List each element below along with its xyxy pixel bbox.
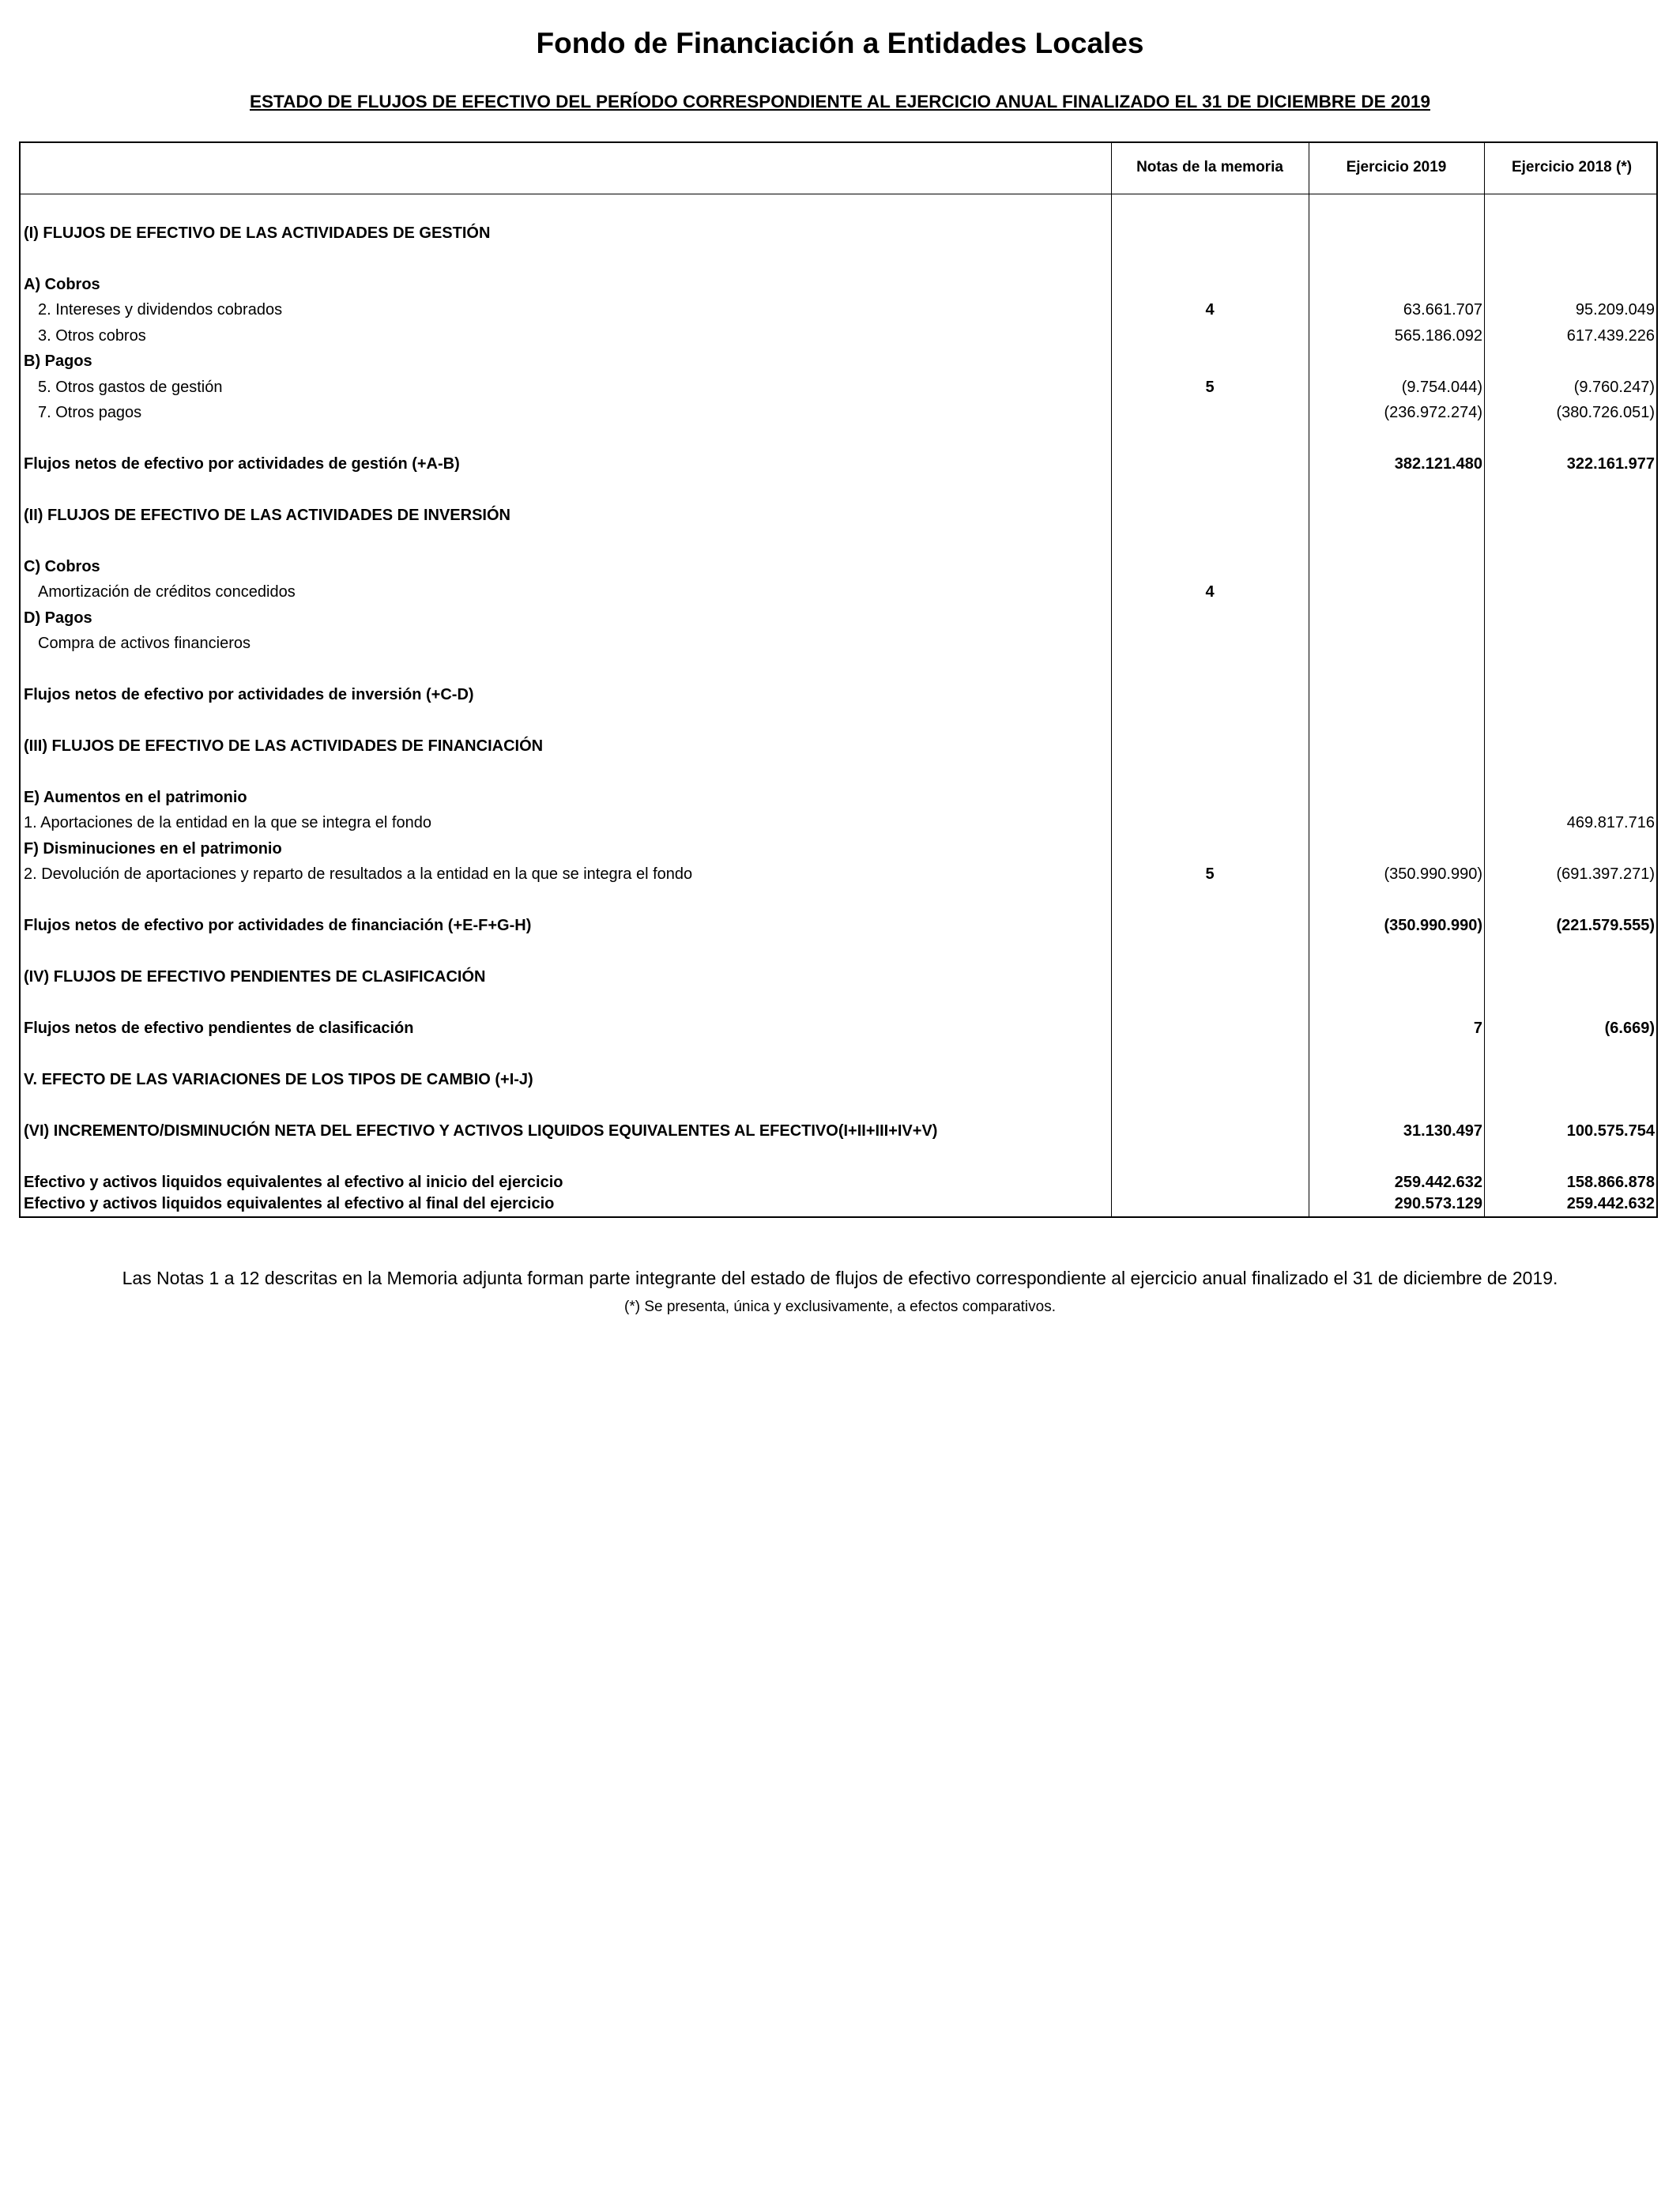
row-label: B) Pagos — [24, 352, 92, 370]
table-row — [21, 608, 1659, 633]
row-label: (III) FLUJOS DE EFECTIVO DE LAS ACTIVIDADES DE FINANCIACIÓN — [24, 737, 544, 755]
table-row — [21, 326, 1659, 351]
row-label: F) Disminuciones en el patrimonio — [24, 840, 282, 858]
table-row — [21, 1018, 1659, 1043]
row-value-2019: 382.121.480 — [1394, 455, 1482, 473]
row-note: 5 — [1205, 379, 1215, 396]
row-value-2018: (6.669) — [1604, 1020, 1655, 1037]
row-label: Flujos netos de efectivo pendientes de clasificación — [24, 1020, 414, 1037]
row-value-2018: 617.439.226 — [1566, 327, 1655, 345]
header-notes: Notas de la memoria — [1136, 159, 1283, 175]
row-value-2019: (350.990.990) — [1384, 865, 1482, 883]
notes-footer: Las Notas 1 a 12 descritas en la Memoria adjunta forman parte integrante del estado de flujos de efectivo correspondiente al ejercicio anual finalizado el 31 de diciembre de 2019. — [122, 1268, 1558, 1288]
row-label: (II) FLUJOS DE EFECTIVO DE LAS ACTIVIDADES DE INVERSIÓN — [24, 507, 510, 524]
row-value-2019: 7 — [1473, 1020, 1482, 1037]
row-label: A) Cobros — [24, 276, 100, 293]
row-value-2018: (9.760.247) — [1573, 379, 1655, 396]
document-title: Fondo de Financiación a Entidades Locales — [536, 27, 1144, 59]
table-row — [21, 864, 1659, 889]
row-value-2018: 158.866.878 — [1566, 1174, 1655, 1191]
row-value-2018: (221.579.555) — [1556, 917, 1655, 934]
row-note: 4 — [1205, 583, 1215, 601]
row-note: 5 — [1205, 865, 1215, 883]
row-label: 1. Aportaciones de la entidad en la que se integra el fondo — [24, 814, 431, 831]
row-value-2018: (691.397.271) — [1556, 865, 1655, 883]
row-value-2019: 31.130.497 — [1403, 1122, 1482, 1140]
row-label: (VI) INCREMENTO/DISMINUCIÓN NETA DEL EFECTIVO Y ACTIVOS LIQUIDOS EQUIVALENTES AL EFECTIVO(I+II+III+IV+V) — [24, 1122, 938, 1140]
row-label: Efectivo y activos liquidos equivalentes al efectivo al inicio del ejercicio — [24, 1174, 563, 1191]
table-row — [21, 736, 1659, 761]
row-label: (I) FLUJOS DE EFECTIVO DE LAS ACTIVIDADES DE GESTIÓN — [24, 224, 491, 242]
row-label: Amortización de créditos concedidos — [38, 583, 296, 601]
row-label: D) Pagos — [24, 609, 92, 627]
row-value-2018: (380.726.051) — [1556, 404, 1655, 421]
row-label: 2. Devolución de aportaciones y reparto de resultados a la entidad en la que se integra el fondo — [24, 865, 693, 883]
header-ejercicio-2018: Ejercicio 2018 (*) — [1511, 159, 1633, 175]
row-label: 7. Otros pagos — [38, 404, 142, 421]
row-label: 5. Otros gastos de gestión — [38, 379, 223, 396]
row-value-2019: 63.661.707 — [1403, 301, 1482, 319]
comparative-footnote: (*) Se presenta, única y exclusivamente, a efectos comparativos. — [624, 1299, 1056, 1315]
row-label: 2. Intereses y dividendos cobrados — [38, 301, 283, 319]
row-value-2018: 95.209.049 — [1575, 301, 1655, 319]
row-value-2018: 469.817.716 — [1566, 814, 1655, 831]
table-row — [21, 300, 1659, 325]
table-row — [21, 787, 1659, 812]
row-value-2019: 565.186.092 — [1394, 327, 1482, 345]
table-row — [21, 505, 1659, 530]
row-label: Flujos netos de efectivo por actividades de gestión (+A-B) — [24, 455, 460, 473]
row-value-2019: 259.442.632 — [1394, 1174, 1482, 1191]
table-row — [21, 684, 1659, 710]
table-row — [21, 556, 1659, 582]
row-note: 4 — [1205, 301, 1215, 319]
row-label: Compra de activos financieros — [38, 635, 251, 652]
table-row — [21, 223, 1659, 248]
table-row — [21, 582, 1659, 607]
table-row — [21, 351, 1659, 376]
row-label: Flujos netos de efectivo por actividades de inversión (+C-D) — [24, 686, 474, 703]
row-label: 3. Otros cobros — [38, 327, 146, 345]
table-row — [21, 633, 1659, 658]
row-label: (IV) FLUJOS DE EFECTIVO PENDIENTES DE CLASIFICACIÓN — [24, 968, 486, 986]
table-row — [21, 274, 1659, 300]
table-row — [21, 1069, 1659, 1095]
table-row — [21, 1121, 1659, 1146]
table-row — [21, 402, 1659, 428]
statement-subtitle: ESTADO DE FLUJOS DE EFECTIVO DEL PERÍODO CORRESPONDIENTE AL EJERCICIO ANUAL FINALIZADO EL 31 DE DICIEMBRE DE 2019 — [250, 92, 1430, 111]
cash-flow-table — [19, 141, 1658, 1218]
row-value-2019: 290.573.129 — [1394, 1195, 1482, 1212]
row-label: Efectivo y activos liquidos equivalentes al efectivo al final del ejercicio — [24, 1195, 555, 1212]
row-value-2018: 322.161.977 — [1566, 455, 1655, 473]
row-value-2018: 259.442.632 — [1566, 1195, 1655, 1212]
row-label: V. EFECTO DE LAS VARIACIONES DE LOS TIPOS DE CAMBIO (+I-J) — [24, 1071, 533, 1088]
header-ejercicio-2019: Ejercicio 2019 — [1346, 159, 1447, 175]
table-row — [21, 1193, 1659, 1219]
row-label: C) Cobros — [24, 558, 100, 575]
row-label: E) Aumentos en el patrimonio — [24, 789, 247, 806]
table-row — [21, 967, 1659, 992]
table-row — [21, 915, 1659, 941]
table-row — [21, 839, 1659, 864]
table-row — [21, 812, 1659, 838]
row-value-2018: 100.575.754 — [1566, 1122, 1655, 1140]
row-value-2019: (9.754.044) — [1401, 379, 1482, 396]
row-label: Flujos netos de efectivo por actividades de financiación (+E-F+G-H) — [24, 917, 532, 934]
row-value-2019: (350.990.990) — [1384, 917, 1482, 934]
table-row — [21, 377, 1659, 402]
row-value-2019: (236.972.274) — [1384, 404, 1482, 421]
table-row — [21, 454, 1659, 479]
